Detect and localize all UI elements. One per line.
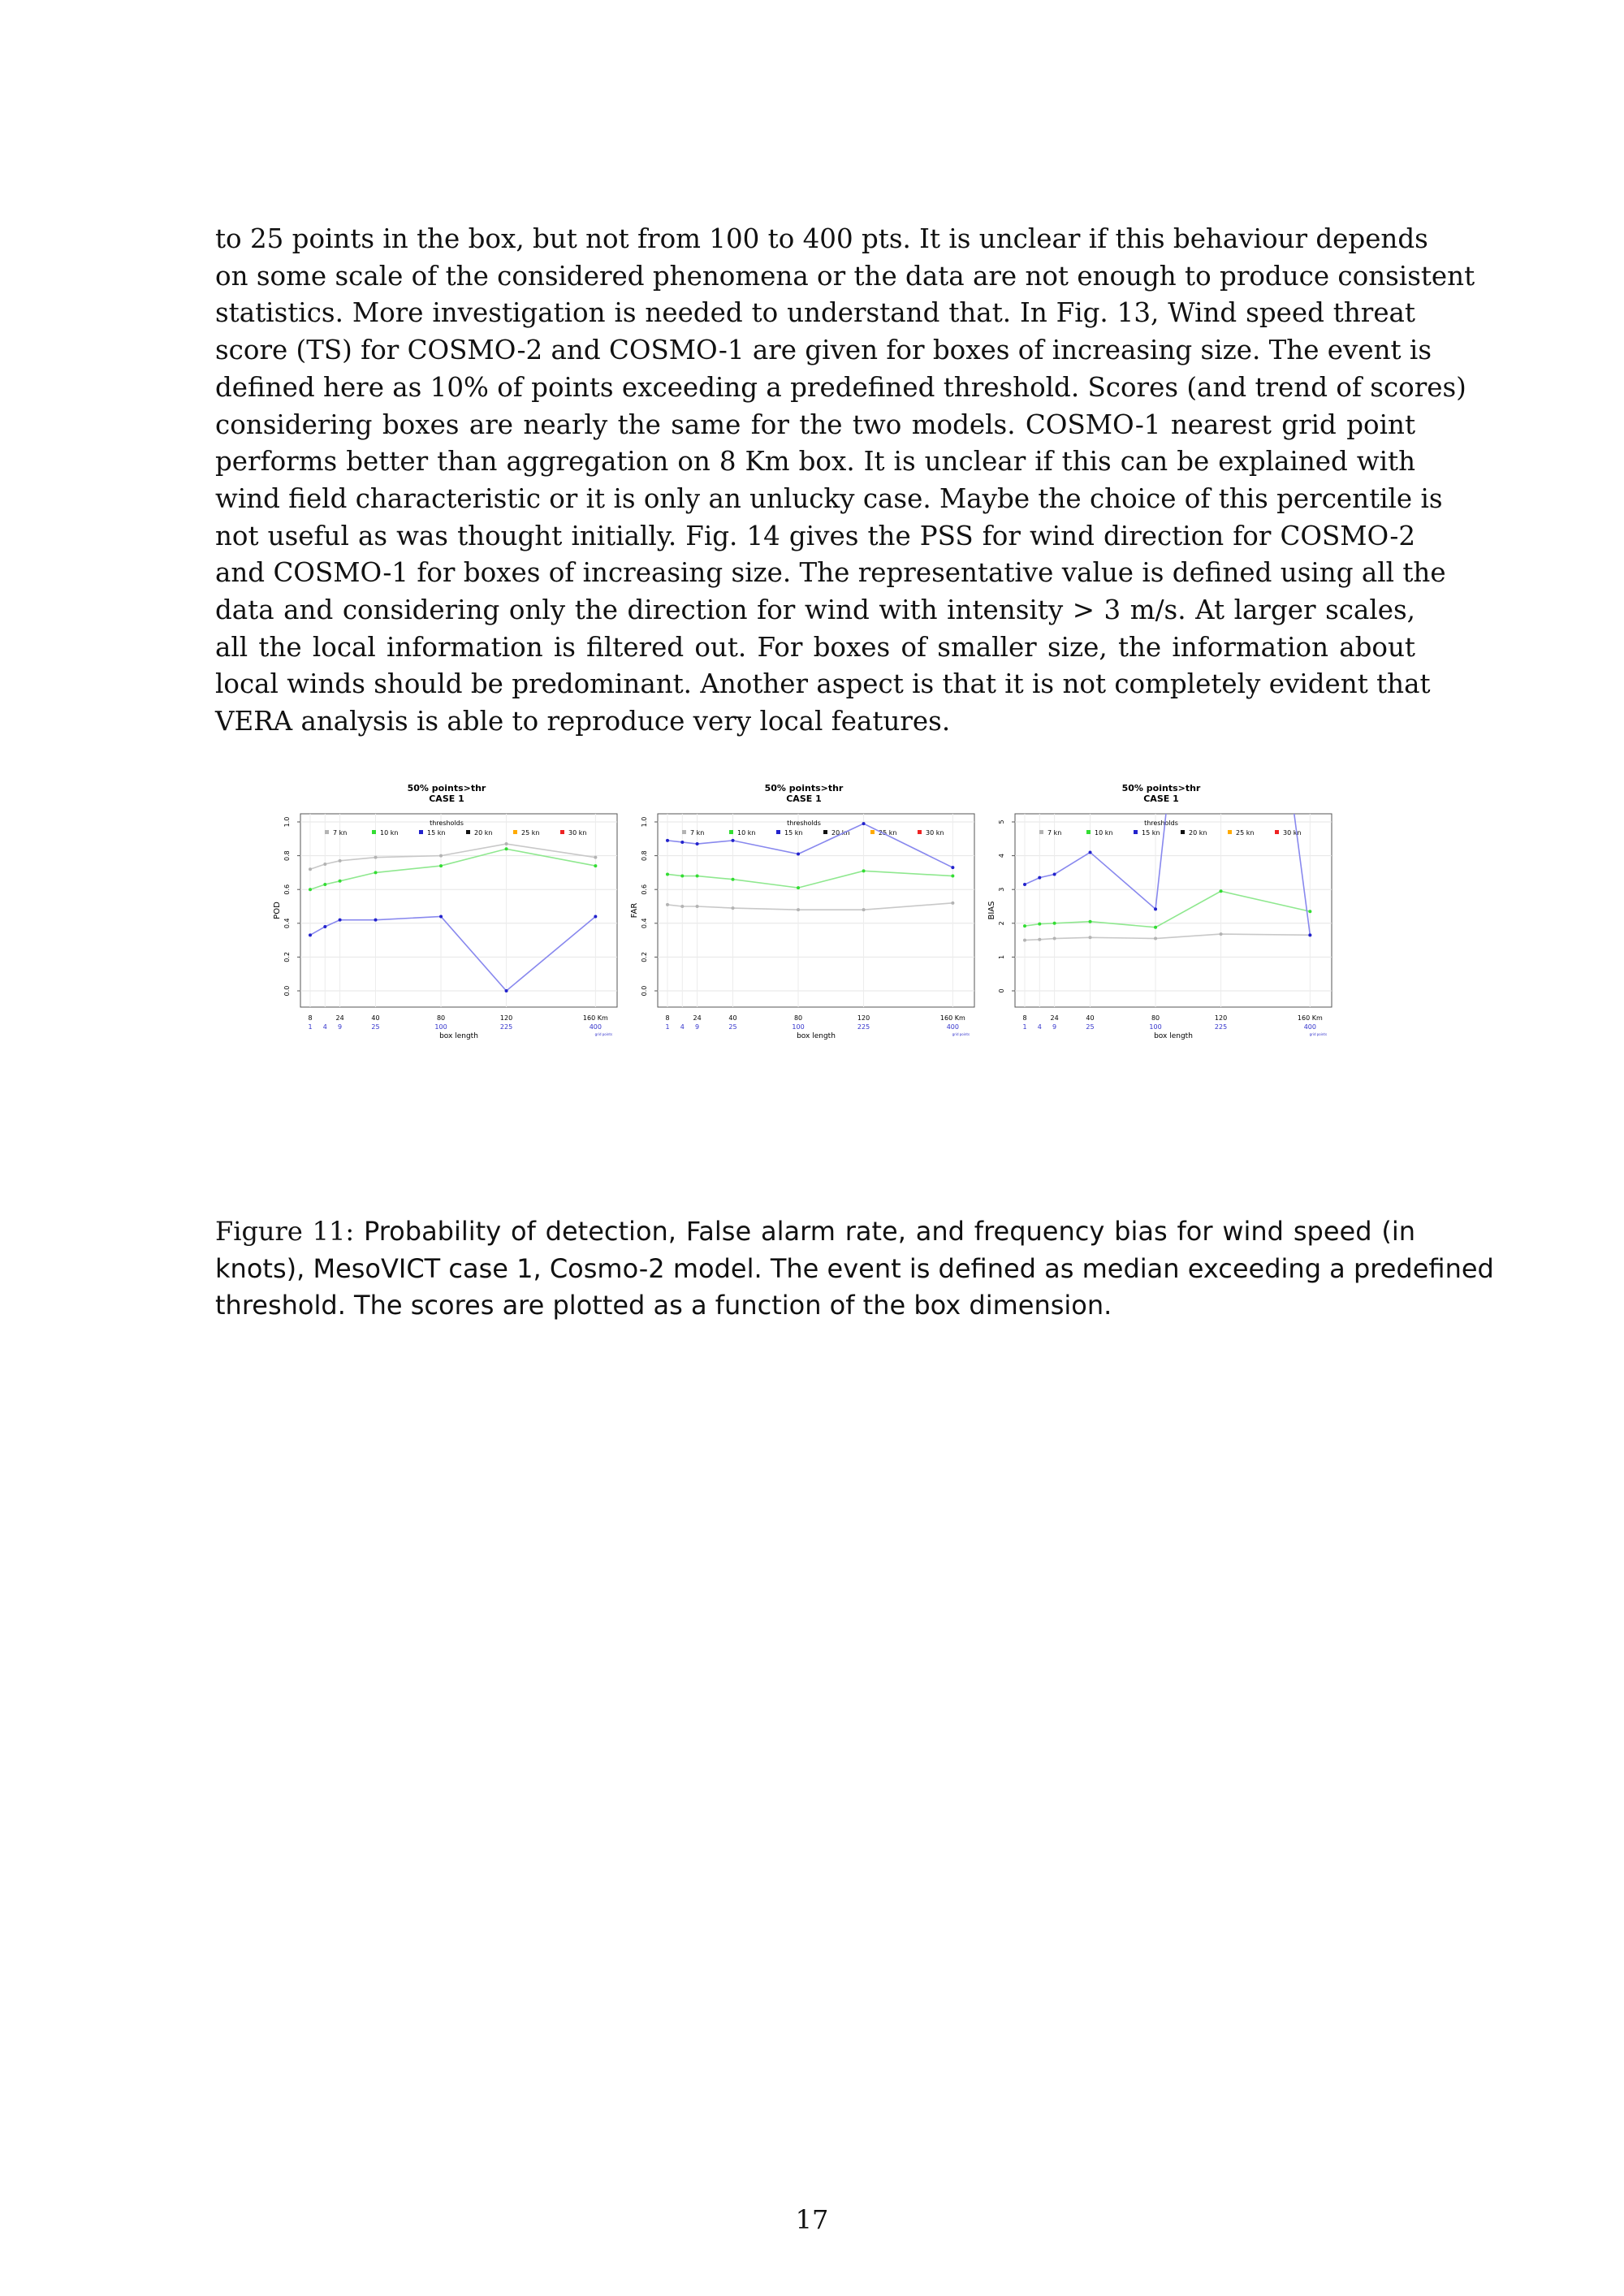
data-point: [439, 864, 443, 867]
figure-caption: [215, 1213, 1494, 1325]
y-tick-label: 1.0: [641, 816, 648, 828]
legend-entry: 25 kn: [1236, 829, 1255, 837]
chart-subtitle: CASE 1: [786, 793, 822, 804]
data-point: [666, 903, 669, 906]
legend-entry: 15 kn: [1142, 829, 1160, 837]
x-tick-label-km: 80: [1151, 1014, 1160, 1022]
x-points-unit: grid points: [1309, 1032, 1328, 1036]
data-point: [594, 864, 597, 867]
legend-entry: 30 kn: [926, 829, 944, 837]
x-tick-label-points: 4: [1037, 1023, 1042, 1031]
plot-frame: [1015, 814, 1332, 1007]
body-line: on some scale of the considered phenomena or the data are not enough to produce consistent: [215, 260, 1475, 292]
body-line: wind field characteristic or it is only an unlucky case. Maybe the choice of this percentile is: [215, 482, 1443, 514]
x-points-unit: grid points: [594, 1032, 613, 1036]
body-paragraph: [215, 221, 1475, 741]
data-point: [1038, 876, 1041, 880]
legend-marker: [1086, 830, 1091, 834]
legend-title: thresholds: [787, 819, 821, 827]
x-tick-label-km: 160 Km: [939, 1014, 965, 1022]
data-point: [666, 872, 669, 876]
data-point: [1220, 932, 1223, 936]
x-tick-label-km: 24: [335, 1014, 344, 1022]
body-line: all the local information is filtered out. For boxes of smaller size, the information about: [215, 631, 1415, 663]
body-line: statistics. More investigation is needed to understand that. In Fig. 13, Wind speed threat: [215, 297, 1415, 329]
legend-entry: 25 kn: [521, 829, 540, 837]
figure-11: [268, 780, 1356, 1129]
x-tick-label-points: 9: [1052, 1023, 1057, 1031]
data-point: [374, 871, 378, 874]
y-tick-label: 0.4: [283, 918, 291, 929]
data-point: [1154, 926, 1157, 929]
body-line: performs better than aggregation on 8 Km box. It is unclear if this can be explained with: [215, 446, 1415, 478]
legend-entry: 10 kn: [1095, 829, 1113, 837]
series-line: [1025, 891, 1310, 927]
legend-marker: [513, 830, 517, 834]
x-tick-label-points: 225: [857, 1023, 870, 1031]
body-line: data and considering only the direction for wind with intensity > 3 m/s. At larger scales,: [215, 595, 1415, 626]
x-tick-label-points: 4: [680, 1023, 685, 1031]
data-point: [309, 888, 312, 891]
data-point: [374, 919, 378, 922]
legend-entry: 7 kn: [690, 829, 705, 837]
data-point: [1038, 923, 1041, 926]
data-point: [1089, 850, 1092, 854]
caption-line: [215, 1213, 1415, 1251]
legend-entry: 20 kn: [474, 829, 493, 837]
x-tick-label-km: 8: [308, 1014, 313, 1022]
legend-marker: [419, 830, 423, 834]
legend-marker: [823, 830, 827, 834]
y-tick-label: 2: [998, 921, 1005, 926]
legend-entry: 7 kn: [1047, 829, 1062, 837]
legend-entry: 20 kn: [1189, 829, 1207, 837]
chart-title: 50% points>thr: [407, 783, 486, 793]
data-point: [951, 902, 954, 905]
x-tick-label-km: 160 Km: [1297, 1014, 1323, 1022]
body-line: to 25 points in the box, but not from 100 to 400 pts. It is unclear if this behaviour depends: [215, 223, 1428, 254]
y-axis-label: BIAS: [987, 901, 996, 920]
x-axis-label: box length: [1154, 1032, 1193, 1040]
x-tick-label-km: 120: [499, 1014, 513, 1022]
data-point: [680, 905, 684, 908]
series-line: [667, 871, 952, 888]
data-point: [680, 875, 684, 878]
caption-label: Figure 11:: [215, 1216, 355, 1247]
data-point: [1220, 889, 1223, 893]
data-point: [666, 839, 669, 842]
x-tick-label-points: 25: [1086, 1023, 1095, 1031]
legend-marker: [870, 830, 875, 834]
data-point: [1308, 933, 1311, 936]
x-tick-label-km: 80: [793, 1014, 803, 1022]
legend-marker: [325, 830, 329, 834]
chart-subtitle: CASE 1: [429, 793, 464, 804]
data-point: [732, 906, 735, 910]
data-point: [505, 847, 508, 850]
x-tick-label-points: 1: [308, 1023, 313, 1031]
y-tick-label: 0.2: [283, 952, 291, 962]
data-point: [1089, 936, 1092, 939]
x-tick-label-points: 225: [499, 1023, 513, 1031]
x-tick-label-points: 100: [434, 1023, 447, 1031]
series-line: [1025, 934, 1310, 940]
pod-chart: [268, 780, 625, 1129]
data-point: [1023, 939, 1026, 942]
data-point: [1089, 920, 1092, 923]
x-tick-label-km: 40: [728, 1014, 737, 1022]
data-point: [339, 919, 342, 922]
y-tick-label: 3: [998, 887, 1005, 892]
data-point: [680, 841, 684, 844]
x-tick-label-points: 400: [1303, 1023, 1317, 1031]
legend-entry: 15 kn: [784, 829, 803, 837]
legend-marker: [729, 830, 733, 834]
legend-entry: 15 kn: [427, 829, 446, 837]
y-tick-label: 0.8: [283, 850, 291, 861]
y-tick-label: 0.2: [641, 952, 648, 962]
page-number: 17: [795, 2204, 829, 2235]
legend-entry: 30 kn: [568, 829, 587, 837]
x-tick-label-points: 9: [338, 1023, 343, 1031]
x-tick-label-points: 1: [665, 1023, 670, 1031]
legend-marker: [372, 830, 376, 834]
data-point: [1308, 910, 1311, 913]
data-point: [1053, 937, 1056, 940]
x-tick-label-points: 100: [1149, 1023, 1162, 1031]
bias-chart: [983, 780, 1340, 1129]
data-point: [309, 933, 312, 936]
body-line: VERA analysis is able to reproduce very local features.: [215, 706, 951, 737]
legend-marker: [1275, 830, 1279, 834]
data-point: [505, 989, 508, 992]
y-axis-label: POD: [273, 902, 282, 919]
x-tick-label-km: 120: [857, 1014, 870, 1022]
y-tick-label: 5: [998, 819, 1005, 824]
chart-title: 50% points>thr: [1121, 783, 1201, 793]
legend-marker: [776, 830, 780, 834]
x-tick-label-km: 8: [665, 1014, 670, 1022]
data-point: [1023, 924, 1026, 927]
legend-entry: 10 kn: [380, 829, 399, 837]
y-tick-label: 0.6: [283, 884, 291, 895]
x-tick-label-km: 8: [1022, 1014, 1027, 1022]
legend-marker: [560, 830, 564, 834]
y-tick-label: 1: [998, 954, 1005, 959]
x-axis-label: box length: [797, 1032, 836, 1040]
x-tick-label-km: 40: [1086, 1014, 1095, 1022]
data-point: [594, 915, 597, 918]
body-line: considering boxes are nearly the same for the two models. COSMO-1 nearest grid point: [215, 409, 1415, 440]
x-tick-label-points: 100: [792, 1023, 805, 1031]
legend-marker: [1181, 830, 1185, 834]
legend-marker: [1134, 830, 1138, 834]
x-tick-label-km: 24: [693, 1014, 702, 1022]
data-point: [594, 856, 597, 859]
series-line: [310, 844, 595, 869]
x-tick-label-points: 400: [589, 1023, 603, 1031]
data-point: [797, 908, 800, 911]
data-point: [696, 875, 699, 878]
y-tick-label: 0.4: [641, 918, 648, 929]
chart-title: 50% points>thr: [764, 783, 844, 793]
data-point: [862, 908, 866, 911]
legend-entry: 10 kn: [737, 829, 756, 837]
legend-marker: [682, 830, 686, 834]
caption-line: knots), MesoVICT case 1, Cosmo-2 model. The event is defined as median exceeding a predefined: [215, 1252, 1494, 1284]
data-point: [696, 905, 699, 908]
x-tick-label-points: 225: [1214, 1023, 1228, 1031]
caption-text: Probability of detection, False alarm rate, and frequency bias for wind speed (in: [363, 1216, 1416, 1247]
data-point: [374, 856, 378, 859]
x-tick-label-km: 120: [1214, 1014, 1228, 1022]
legend-marker: [1228, 830, 1232, 834]
legend-entry: 7 kn: [333, 829, 348, 837]
series-line: [667, 824, 952, 867]
series-line: [667, 903, 952, 910]
chart-subtitle: CASE 1: [1143, 793, 1179, 804]
y-tick-label: 4: [998, 854, 1005, 858]
data-point: [505, 842, 508, 845]
data-point: [1053, 872, 1056, 876]
x-axis-label: box length: [439, 1032, 478, 1040]
data-point: [439, 854, 443, 858]
series-line: [310, 916, 595, 991]
data-point: [1023, 883, 1026, 886]
data-point: [696, 842, 699, 845]
data-point: [1038, 938, 1041, 941]
y-tick-label: 0.8: [641, 850, 648, 861]
data-point: [951, 866, 954, 869]
data-point: [732, 839, 735, 842]
plot-frame: [300, 814, 617, 1007]
data-point: [797, 886, 800, 889]
data-point: [339, 859, 342, 863]
data-point: [339, 880, 342, 883]
far-chart: [625, 780, 983, 1129]
legend-marker: [1039, 830, 1043, 834]
legend-marker: [918, 830, 922, 834]
body-line: and COSMO-1 for boxes of increasing size. The representative value is defined using all the: [215, 557, 1446, 589]
data-point: [862, 822, 866, 825]
data-point: [1154, 907, 1157, 910]
x-tick-label-points: 1: [1022, 1023, 1027, 1031]
x-tick-label-points: 25: [371, 1023, 380, 1031]
series-line: [310, 849, 595, 889]
legend-title: thresholds: [430, 819, 464, 827]
y-axis-label: FAR: [630, 902, 639, 919]
legend-entry: 30 kn: [1283, 829, 1302, 837]
data-point: [1154, 937, 1157, 940]
x-tick-label-km: 40: [371, 1014, 380, 1022]
x-points-unit: grid points: [952, 1032, 970, 1036]
body-line: local winds should be predominant. Another aspect is that it is not completely evident that: [215, 668, 1431, 700]
data-point: [1053, 922, 1056, 925]
data-point: [439, 915, 443, 918]
x-tick-label-points: 4: [322, 1023, 327, 1031]
y-tick-label: 0: [998, 988, 1005, 993]
legend-entry: 20 kn: [831, 829, 850, 837]
y-tick-label: 0.0: [641, 985, 648, 997]
caption-line: threshold. The scores are plotted as a function of the box dimension.: [215, 1290, 1112, 1321]
x-tick-label-points: 9: [695, 1023, 700, 1031]
x-tick-label-points: 25: [728, 1023, 737, 1031]
data-point: [309, 867, 312, 871]
data-point: [862, 869, 866, 872]
x-tick-label-km: 24: [1050, 1014, 1059, 1022]
data-point: [951, 875, 954, 878]
x-tick-label-km: 80: [436, 1014, 446, 1022]
data-point: [797, 853, 800, 856]
data-point: [323, 863, 326, 866]
y-tick-label: 1.0: [283, 816, 291, 828]
legend-title: thresholds: [1144, 819, 1178, 827]
legend-marker: [466, 830, 470, 834]
body-line: score (TS) for COSMO-2 and COSMO-1 are given for boxes of increasing size. The event is: [215, 335, 1432, 366]
body-line: not useful as was thought initially. Fig. 14 gives the PSS for wind direction for COSMO-2: [215, 520, 1415, 551]
x-tick-label-points: 400: [946, 1023, 960, 1031]
x-tick-label-km: 160 Km: [582, 1014, 608, 1022]
data-point: [323, 925, 326, 928]
data-point: [323, 883, 326, 886]
y-tick-label: 0.0: [283, 985, 291, 997]
legend-entry: 25 kn: [879, 829, 897, 837]
y-tick-label: 0.6: [641, 884, 648, 895]
data-point: [732, 878, 735, 881]
body-line: defined here as 10% of points exceeding a predefined threshold. Scores (and trend of scores): [215, 371, 1466, 403]
